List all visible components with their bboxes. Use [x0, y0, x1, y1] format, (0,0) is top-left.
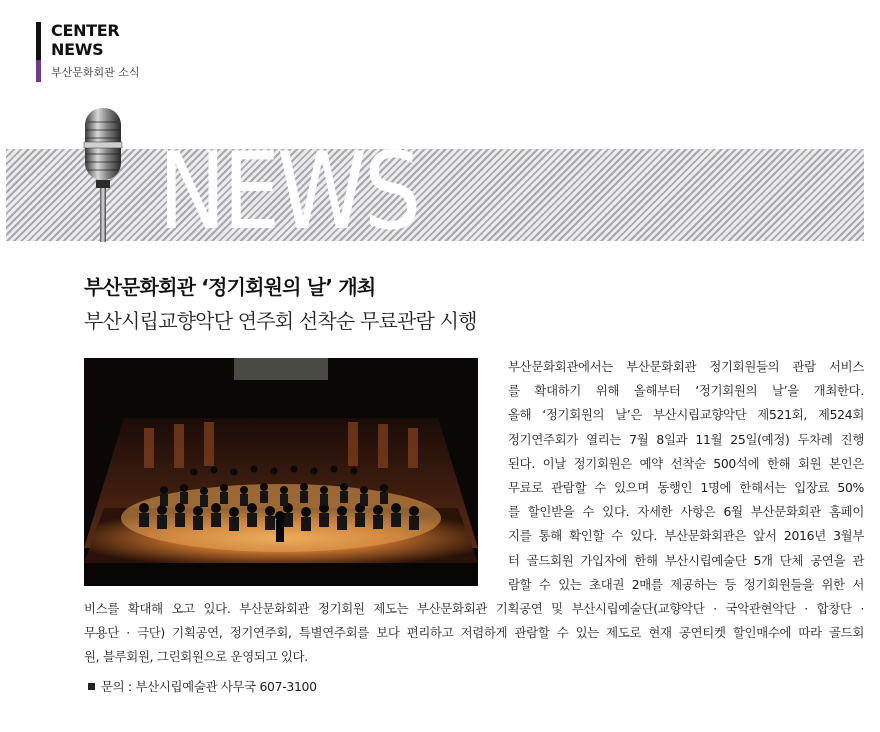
text-line: 를 할인받을 수 있다. 자세한 사항은 6월 부산문화회관 홈페이: [508, 504, 864, 520]
contact-text: 문의 : 부산시립예술관 사무국 607-3100: [101, 679, 317, 694]
microphone-icon: [80, 104, 126, 242]
text-line: 정기연주회가 열리는 7월 8일과 11월 25일(예정) 두차례 진행: [508, 431, 864, 447]
text-line: 람할 수 있는 초대권 2매를 제공하는 등 정기회원들을 위한 서: [508, 576, 864, 592]
text-line: 를 확대하기 위해 올해부터 ‘정기회원의 날’을 개최한다.: [508, 383, 864, 399]
text-line: 지를 통해 확인할 수 있다. 부산문화회관은 앞서 2016년 3월부: [508, 528, 864, 544]
text-line: 무용단 · 극단) 기획공연, 정기연주회, 특별연주회를 보다 편리하고 저렴하게 관람할 수 있는 제도로 현재 공연티켓 할인매수에 따라 골드회: [84, 625, 864, 641]
section-title-line2: NEWS: [51, 40, 104, 59]
article-headline: 부산문화회관 ‘정기회원의 날’ 개최: [84, 275, 376, 299]
article-body-column: [508, 355, 864, 597]
text-line: 올해 ‘정기회원의 날’은 부산시립교향악단 제521회, 제524회: [508, 407, 864, 423]
section-title-line1: CENTER: [51, 21, 120, 40]
news-banner: [6, 149, 864, 241]
bullet-square-icon: [88, 683, 95, 690]
article-body-continued: [84, 597, 864, 670]
text-line: 원, 블루회원, 그린회원으로 운영되고 있다.: [84, 649, 308, 665]
section-subtitle: 부산문화회관 소식: [51, 66, 140, 79]
contact-info: [88, 677, 317, 695]
text-line: 터 골드회원 가입자에 한해 부산시립예술단 5개 단체 공연을 관: [508, 552, 864, 568]
tag-bar-black: [36, 22, 41, 60]
tag-bar-purple: [36, 60, 41, 82]
text-line: 비스를 확대해 오고 있다. 부산문화회관 정기회원 제도는 부산문화회관 기획공연 및 부산시립예술단(교향악단 · 국악관현악단 · 합창단 ·: [84, 601, 864, 616]
text-line: 된다. 이날 정기회원은 예약 선착순 500석에 한해 회원 본인은: [508, 455, 864, 471]
banner-word: NEWS: [158, 130, 419, 253]
article-subhead: 부산시립교향악단 연주회 선착순 무료관람 시행: [84, 309, 477, 333]
text-line: 부산문화회관에서는 부산문화회관 정기회원들의 관람 서비스: [508, 359, 864, 374]
text-line: 무료로 관람할 수 있으며 동행인 1명에 한해서는 입장료 50%: [508, 480, 864, 496]
orchestra-photo: [84, 358, 478, 586]
